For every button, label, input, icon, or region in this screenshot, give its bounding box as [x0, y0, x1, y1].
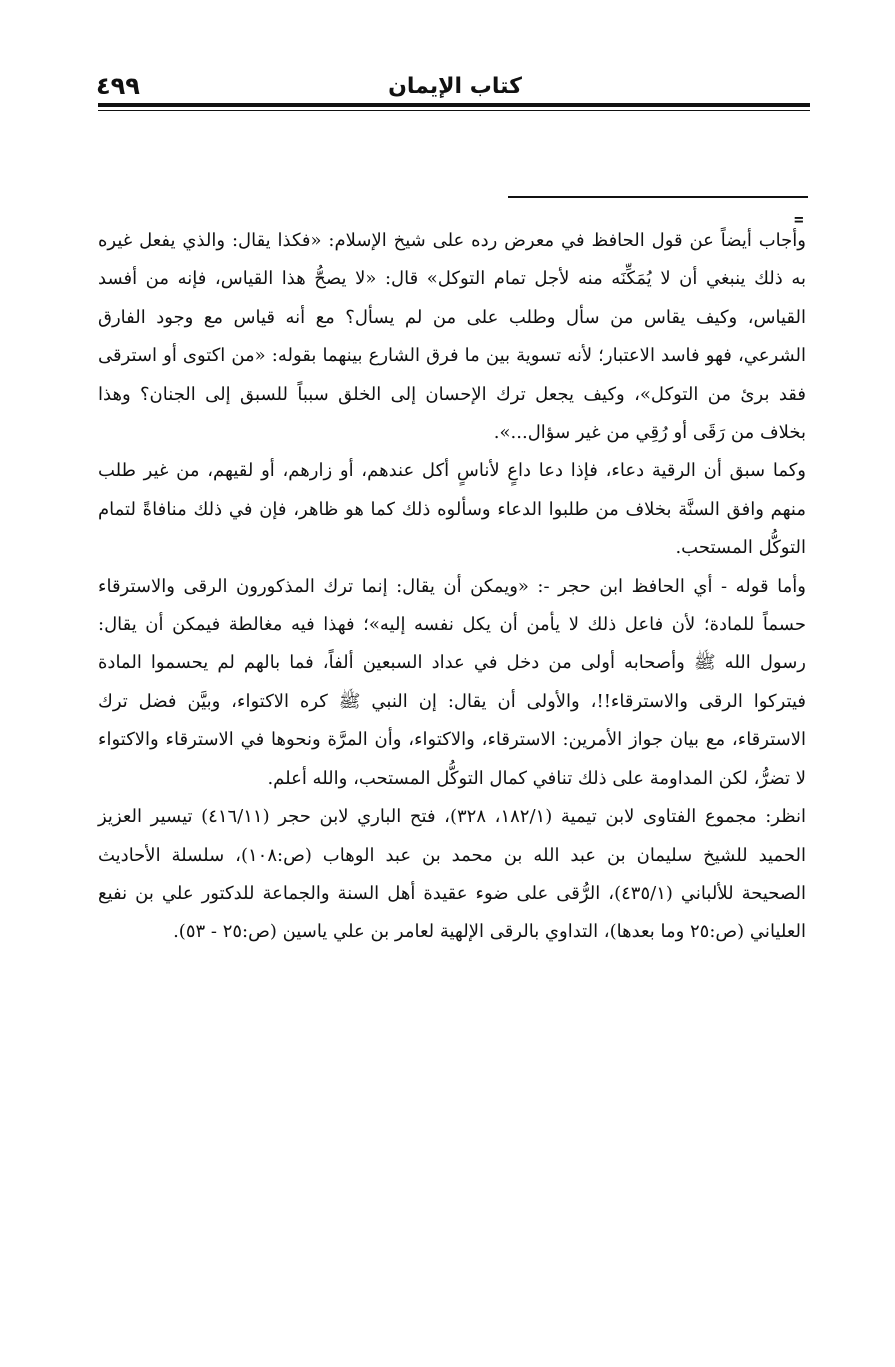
footnote-continuation-mark: =: [794, 210, 804, 229]
paragraph-references: انظر: مجموع الفتاوى لابن تيمية (١٨٢/١، ٣٢٨)، فتح الباري لابن حجر (٤١٦/١١) تيسير العزيز الحميد للشيخ سليمان بن عبد الله بن محمد بن عبد الوهاب (ص:١٠٨)، سلسلة الأحاديث الصحيحة للألباني (٤٣٥/١)، الرُّقى على ضوء عقيدة أهل السنة والجماعة للدكتور علي بن نفيع العلياني (ص:٢٥ وما بعدها)، التداوي بالرقى الإلهية لعامر بن علي ياسين (ص:٢٥ - ٥٣).: [98, 806, 807, 943]
footnote-rule: [508, 196, 808, 198]
paragraph-3: وأما قوله - أي الحافظ ابن حجر -: «ويمكن أن يقال: إنما ترك المذكورون الرقى والاسترقاء حسماً للمادة؛ لأن فاعل ذلك لا يأمن أن يكل نفسه إليه»؛ فهذا فيه مغالطة فيمكن أن يقال: رسول الله ﷺ وأصحابه أولى من دخل في عداد السبعين ألفاً، فما بالهم لم يحسموا المادة فيتركوا الرقى والاسترقاء!!، والأولى أن يقال: إن النبي ﷺ كره الاكتواء، وبيَّن فضل ترك الاسترقاء، مع بيان جواز الأمرين: الاسترقاء، والاكتواء، وأن المرَّة ونحوها في الاسترقاء والاكتواء لا تضرُّ، لكن المداومة على ذلك تنافي كمال التوكُّل المستحب، والله أعلم.: [98, 575, 806, 789]
paragraph-2: وكما سبق أن الرقية دعاء، فإذا دعا داعٍ لأناسٍ أكل عندهم، أو زارهم، أو لقيهم، من غير طلب منهم وافق السنَّة بخلاف من طلبوا الدعاء وسألوه ذلك كما هو ظاهر، فإن في ذلك منافاةً لتمام التوكُّل المستحب.: [98, 460, 806, 559]
header-rule: [98, 103, 810, 107]
page-number: ٤٩٩: [96, 72, 140, 100]
header-rule-thin: [98, 110, 810, 111]
paragraph-1: وأجاب أيضاً عن قول الحافظ في معرض رده على شيخ الإسلام: «فكذا يقال: والذي يفعل غيره به ذلك ينبغي أن لا يُمَكِّنَه منه لأجل تمام التوكل» قال: «لا يصحُّ هذا القياس، فإنه من أفسد القياس، وكيف يقاس من سأل وطلب على من لم يسأل؟ مع أنه قياس مع وجود الفارق الشرعي، فهو فاسد الاعتبار؛ لأنه تسوية بين ما فرق الشارع بينهما بقوله: «من اكتوى أو استرقى فقد برئ من التوكل»، وكيف يجعل ترك الإحسان إلى الخلق سبباً للسبق إلى الجنان؟ وهذا بخلاف من رَقَى أو رُقِي من غير سؤال...».: [98, 230, 806, 444]
running-title: كتاب الإيمان: [388, 74, 522, 99]
footnote-body: [98, 222, 806, 952]
